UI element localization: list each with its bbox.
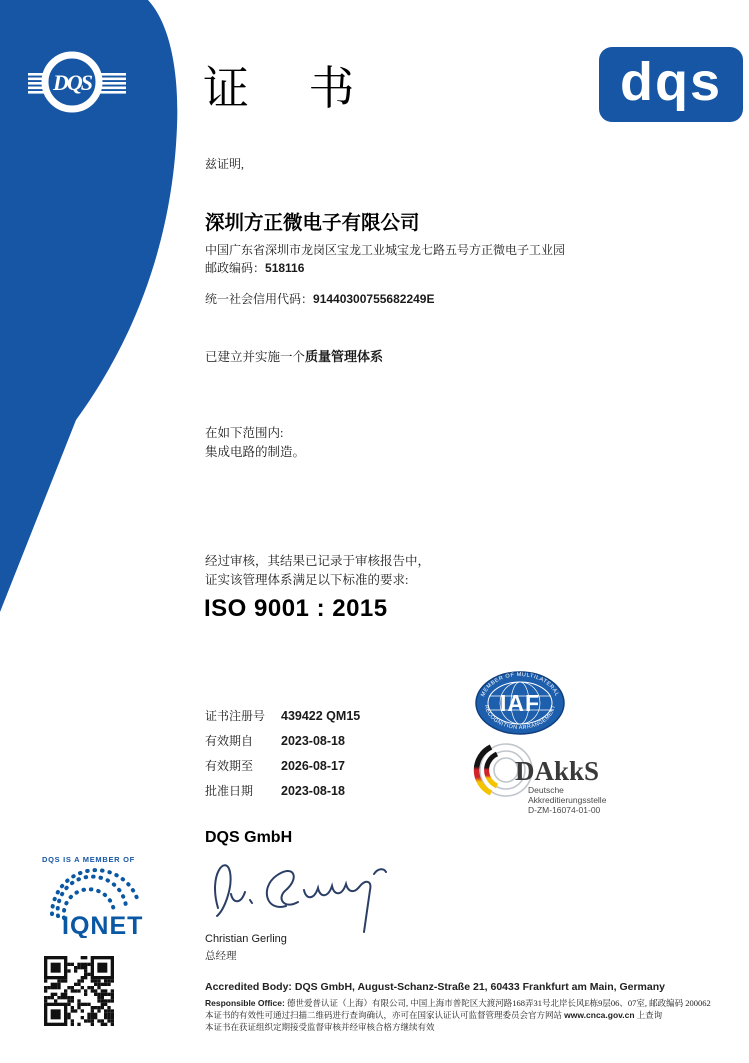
- standard-name: ISO 9001 : 2015: [204, 595, 388, 622]
- company-name: 深圳方正微电子有限公司: [205, 212, 420, 234]
- iqnet-member-text: DQS IS A MEMBER OF: [42, 855, 135, 864]
- qr-code: [44, 956, 114, 1026]
- field-label: 批准日期: [205, 784, 254, 798]
- dakks-wordmark: DAkkS: [515, 756, 600, 786]
- accredited-body-label: Accredited Body:: [205, 981, 292, 993]
- field-row-registration: [205, 707, 465, 732]
- postal-value: 518116: [265, 261, 305, 275]
- responsible-office-text: 德世爱普认证（上海）有限公司, 中国上海市普陀区大渡河路168弄31号北岸长风E栋9层06、07室, 邮政编码 200062: [284, 998, 711, 1008]
- iaf-bottom-arc-text: RECOGNITION ARRANGEMENT: [482, 704, 558, 732]
- dakks-line2: Akkreditierungsstelle: [528, 795, 607, 805]
- credit-code-value: 91440300755682249E: [313, 292, 435, 306]
- validity-note-post: 上查询: [634, 1010, 663, 1020]
- scope-label: 在如下范围内:: [205, 426, 284, 440]
- field-row-approval-date: [205, 782, 465, 807]
- surveillance-note-line: 本证书在获证组织定期接受监督审核并经审核合格方继续有效: [205, 1022, 435, 1032]
- field-value: 2026-08-17: [281, 759, 345, 773]
- field-label: 有效期自: [205, 734, 254, 748]
- cnca-url: www.cnca.gov.cn: [564, 1010, 635, 1020]
- scope-text: 集成电路的制造。: [205, 445, 306, 459]
- audit-statement-line1: 经过审核，其结果已记录于审核报告中，: [205, 554, 431, 568]
- postal-code-line: [205, 259, 304, 276]
- credit-code-line: [205, 290, 434, 307]
- iqnet-logo: [44, 868, 164, 938]
- established-line: [205, 346, 383, 365]
- dqs-logo: [599, 47, 743, 122]
- field-label: 有效期至: [205, 759, 254, 773]
- accredited-body-line: [205, 981, 665, 993]
- established-prefix: 已建立并实施一个: [205, 350, 306, 364]
- accredited-body-text: DQS GmbH, August-Schanz-Straße 21, 60433 Frankfurt am Main, Germany: [291, 981, 665, 993]
- iaf-seal: [474, 670, 566, 736]
- field-value: 2023-08-18: [281, 734, 345, 748]
- field-label: 证书注册号: [205, 709, 266, 723]
- company-address: 中国广东省深圳市龙岗区宝龙工业城宝龙七路五号方正微电子工业园: [205, 243, 566, 257]
- field-row-valid-from: [205, 732, 465, 757]
- iqnet-wordmark: IQNET: [62, 912, 144, 938]
- signatory-title: 总经理: [205, 951, 237, 962]
- management-system-name: 质量管理体系: [305, 349, 384, 364]
- signature: [200, 850, 410, 938]
- page-title: 证 书: [203, 63, 357, 114]
- credit-code-label: 统一社会信用代码：: [205, 292, 314, 306]
- responsible-office-label: Responsible Office:: [205, 998, 285, 1008]
- intro-line: 兹证明,: [205, 157, 245, 171]
- dakks-line1: Deutsche: [528, 785, 564, 795]
- iaf-abbr: IAF: [499, 690, 541, 716]
- blue-corner-shape: [0, 0, 200, 630]
- validity-note-pre: 本证书的有效性可通过扫描二维码进行查询确认，亦可在国家认证认可监督管理委员会官方网站: [205, 1010, 565, 1020]
- dqs-logo-text: dqs: [619, 51, 722, 112]
- postal-label: 邮政编码：: [205, 261, 266, 275]
- field-row-valid-until: [205, 757, 465, 782]
- field-value: 439422 QM15: [281, 709, 361, 723]
- iaf-top-arc-text: MEMBER OF MULTILATERAL: [480, 671, 560, 698]
- validity-note-line: [205, 1009, 745, 1021]
- responsible-office-line: [205, 997, 745, 1009]
- audit-statement-line2: 证实该管理体系满足以下标准的要求:: [205, 573, 409, 587]
- issuer-org: DQS GmbH: [205, 829, 293, 846]
- dakks-mark: [470, 740, 655, 820]
- dqs-emblem-letters: DQS: [52, 70, 92, 95]
- field-value: 2023-08-18: [281, 784, 345, 798]
- signatory-name: Christian Gerling: [205, 933, 287, 945]
- dakks-line3: D-ZM-16074-01-00: [528, 805, 601, 815]
